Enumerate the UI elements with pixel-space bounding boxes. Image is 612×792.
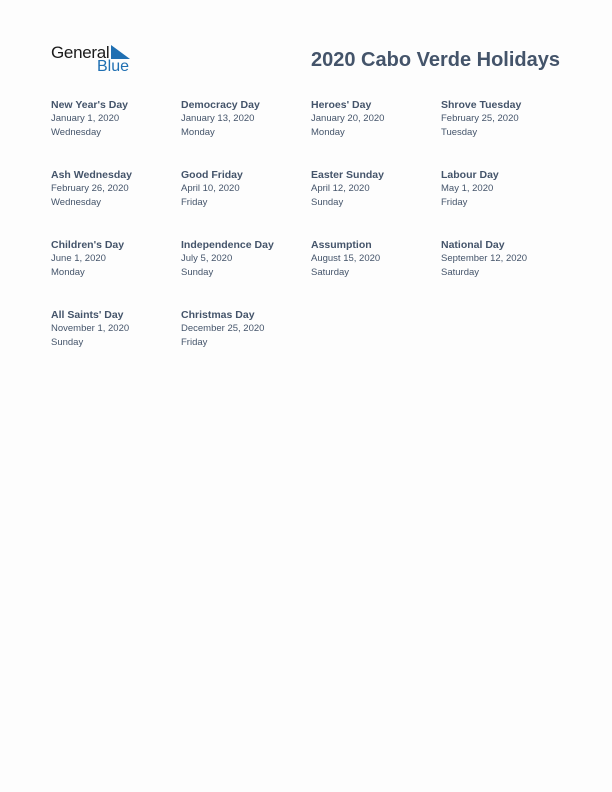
holiday-date: April 10, 2020 [181,183,240,194]
holiday-date: June 1, 2020 [51,253,106,264]
logo-text-general: General [51,43,110,62]
holiday-weekday: Friday [441,196,468,208]
holiday-name: All Saints' Day [51,309,124,321]
holiday-item [51,98,181,168]
holiday-weekday: Wednesday [51,126,101,138]
holiday-date: February 25, 2020 [441,113,519,124]
holiday-date: April 12, 2020 [311,183,370,194]
holiday-weekday: Monday [311,126,345,138]
holiday-date: January 1, 2020 [51,113,120,124]
holiday-date: July 5, 2020 [181,253,233,264]
holiday-name: Democracy Day [181,99,260,111]
holiday-date: February 26, 2020 [51,183,129,194]
holiday-name: Shrove Tuesday [441,99,522,111]
holiday-date: January 13, 2020 [181,113,255,124]
holiday-name: Assumption [311,239,372,251]
holiday-item [51,308,181,378]
holiday-date: August 15, 2020 [311,253,381,264]
holiday-item [311,238,441,308]
holiday-date: December 25, 2020 [181,323,265,334]
holiday-item [181,308,311,378]
holiday-weekday: Friday [181,336,208,348]
holiday-item [441,168,571,238]
holiday-date: May 1, 2020 [441,183,494,194]
holiday-name: Ash Wednesday [51,169,132,181]
holiday-name: Christmas Day [181,309,255,321]
logo-text-blue: Blue [97,58,130,75]
holiday-item [181,238,311,308]
holiday-name: New Year's Day [51,99,129,111]
holiday-grid [51,98,571,378]
holiday-weekday: Saturday [311,266,350,278]
holiday-weekday: Monday [51,266,85,278]
holiday-name: Good Friday [181,169,243,181]
logo-triangle-icon [111,45,130,59]
page-title: 2020 Cabo Verde Holidays [310,49,560,71]
holiday-item [181,98,311,168]
holiday-weekday: Sunday [51,336,84,348]
holiday-item [441,238,571,308]
holiday-date: January 20, 2020 [311,113,385,124]
holiday-date: November 1, 2020 [51,323,130,334]
holiday-weekday: Saturday [441,266,480,278]
holiday-item [51,168,181,238]
holiday-name: Heroes' Day [311,99,372,111]
holiday-weekday: Wednesday [51,196,101,208]
holiday-weekday: Monday [181,126,215,138]
holiday-weekday: Tuesday [441,126,478,138]
holiday-date: September 12, 2020 [441,253,528,264]
holiday-name: National Day [441,239,505,251]
holiday-weekday: Sunday [181,266,214,278]
holiday-item [311,168,441,238]
holiday-item [441,98,571,168]
holiday-weekday: Friday [181,196,208,208]
holiday-name: Children's Day [51,239,125,251]
holiday-name: Labour Day [441,169,499,181]
holiday-name: Easter Sunday [311,169,384,181]
holiday-item [311,98,441,168]
generalblue-logo [51,43,141,79]
holiday-name: Independence Day [181,239,274,251]
holiday-weekday: Sunday [311,196,344,208]
holiday-item [181,168,311,238]
holiday-item [51,238,181,308]
